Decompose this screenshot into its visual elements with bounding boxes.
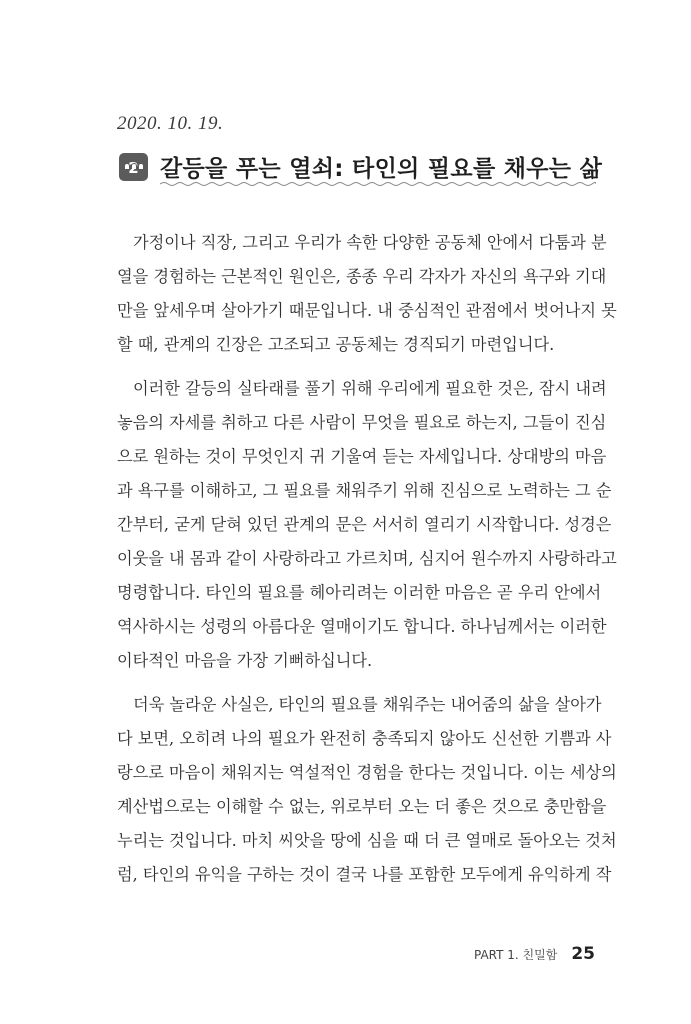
text-line: 과 욕구를 이해하고, 그 필요를 채워주기 위해 진심으로 노력하는 그 순 xyxy=(117,481,612,500)
page-number: 25 xyxy=(571,944,595,964)
text-line: 누리는 것입니다. 마치 씨앗을 땅에 심을 때 더 큰 열매로 돌아오는 것처 xyxy=(117,831,617,850)
text-line: 랑으로 마음이 채워지는 역설적인 경험을 한다는 것입니다. 이는 세상의 xyxy=(117,763,617,782)
text-line: 놓음의 자세를 취하고 다른 사람이 무엇을 필요로 하는지, 그들이 진심 xyxy=(117,413,607,432)
paragraph-1 xyxy=(117,226,617,362)
text-line: 가정이나 직장, 그리고 우리가 속한 다양한 공동체 안에서 다툼과 분 xyxy=(133,233,607,252)
text-line: 더욱 놀라운 사실은, 타인의 필요를 채워주는 내어줌의 삶을 살아가 xyxy=(133,695,602,714)
text-line: 이웃을 내 몸과 같이 사랑하라고 가르치며, 심지어 원수까지 사랑하라고 xyxy=(117,549,617,568)
calendar-icon xyxy=(119,153,148,181)
page-footer xyxy=(474,944,595,964)
text-line: 역사하시는 성령의 아름다운 열매이기도 합니다. 하나님께서는 이러한 xyxy=(117,617,607,636)
paragraph-2 xyxy=(117,372,617,678)
text-line: 다 보면, 오히려 나의 필요가 완전히 충족되지 않아도 신선한 기쁨과 사 xyxy=(117,729,612,748)
text-line: 만을 앞세우며 살아가기 때문입니다. 내 중심적인 관점에서 벗어나지 못 xyxy=(117,301,617,320)
entry-date: 2020. 10. 19. xyxy=(117,113,224,134)
calendar-rings xyxy=(123,149,145,155)
section-label: PART 1. 친밀함 xyxy=(474,948,558,962)
text-line: 간부터, 굳게 닫혀 있던 관계의 문은 서서히 열리기 시작합니다. 성경은 xyxy=(117,515,612,534)
text-line: 이타적인 마음을 가장 기뻐하십니다. xyxy=(117,651,373,670)
chapter-title: 갈등을 푸는 열쇠: 타인의 필요를 채우는 삶 xyxy=(160,156,603,182)
text-line: 계산법으로는 이해할 수 없는, 위로부터 오는 더 좋은 것으로 충만함을 xyxy=(117,797,607,816)
text-line: 으로 원하는 것이 무엇인지 귀 기울여 듣는 자세입니다. 상대방의 마음 xyxy=(117,447,607,466)
wavy-underline xyxy=(160,180,596,188)
text-line: 럼, 타인의 유익을 구하는 것이 결국 나를 포함한 모두에게 유익하게 작 xyxy=(117,865,612,884)
text-line: 열을 경험하는 근본적인 원인은, 종종 우리 각자가 자신의 욕구와 기대 xyxy=(117,267,607,286)
paragraph-3 xyxy=(117,688,617,892)
text-line: 명령합니다. 타인의 필요를 헤아리려는 이러한 마음은 곧 우리 안에서 xyxy=(117,583,602,602)
text-line: 이러한 갈등의 실타래를 풀기 위해 우리에게 필요한 것은, 잠시 내려 xyxy=(133,379,607,398)
text-line: 할 때, 관계의 긴장은 고조되고 공동체는 경직되기 마련입니다. xyxy=(117,335,555,354)
